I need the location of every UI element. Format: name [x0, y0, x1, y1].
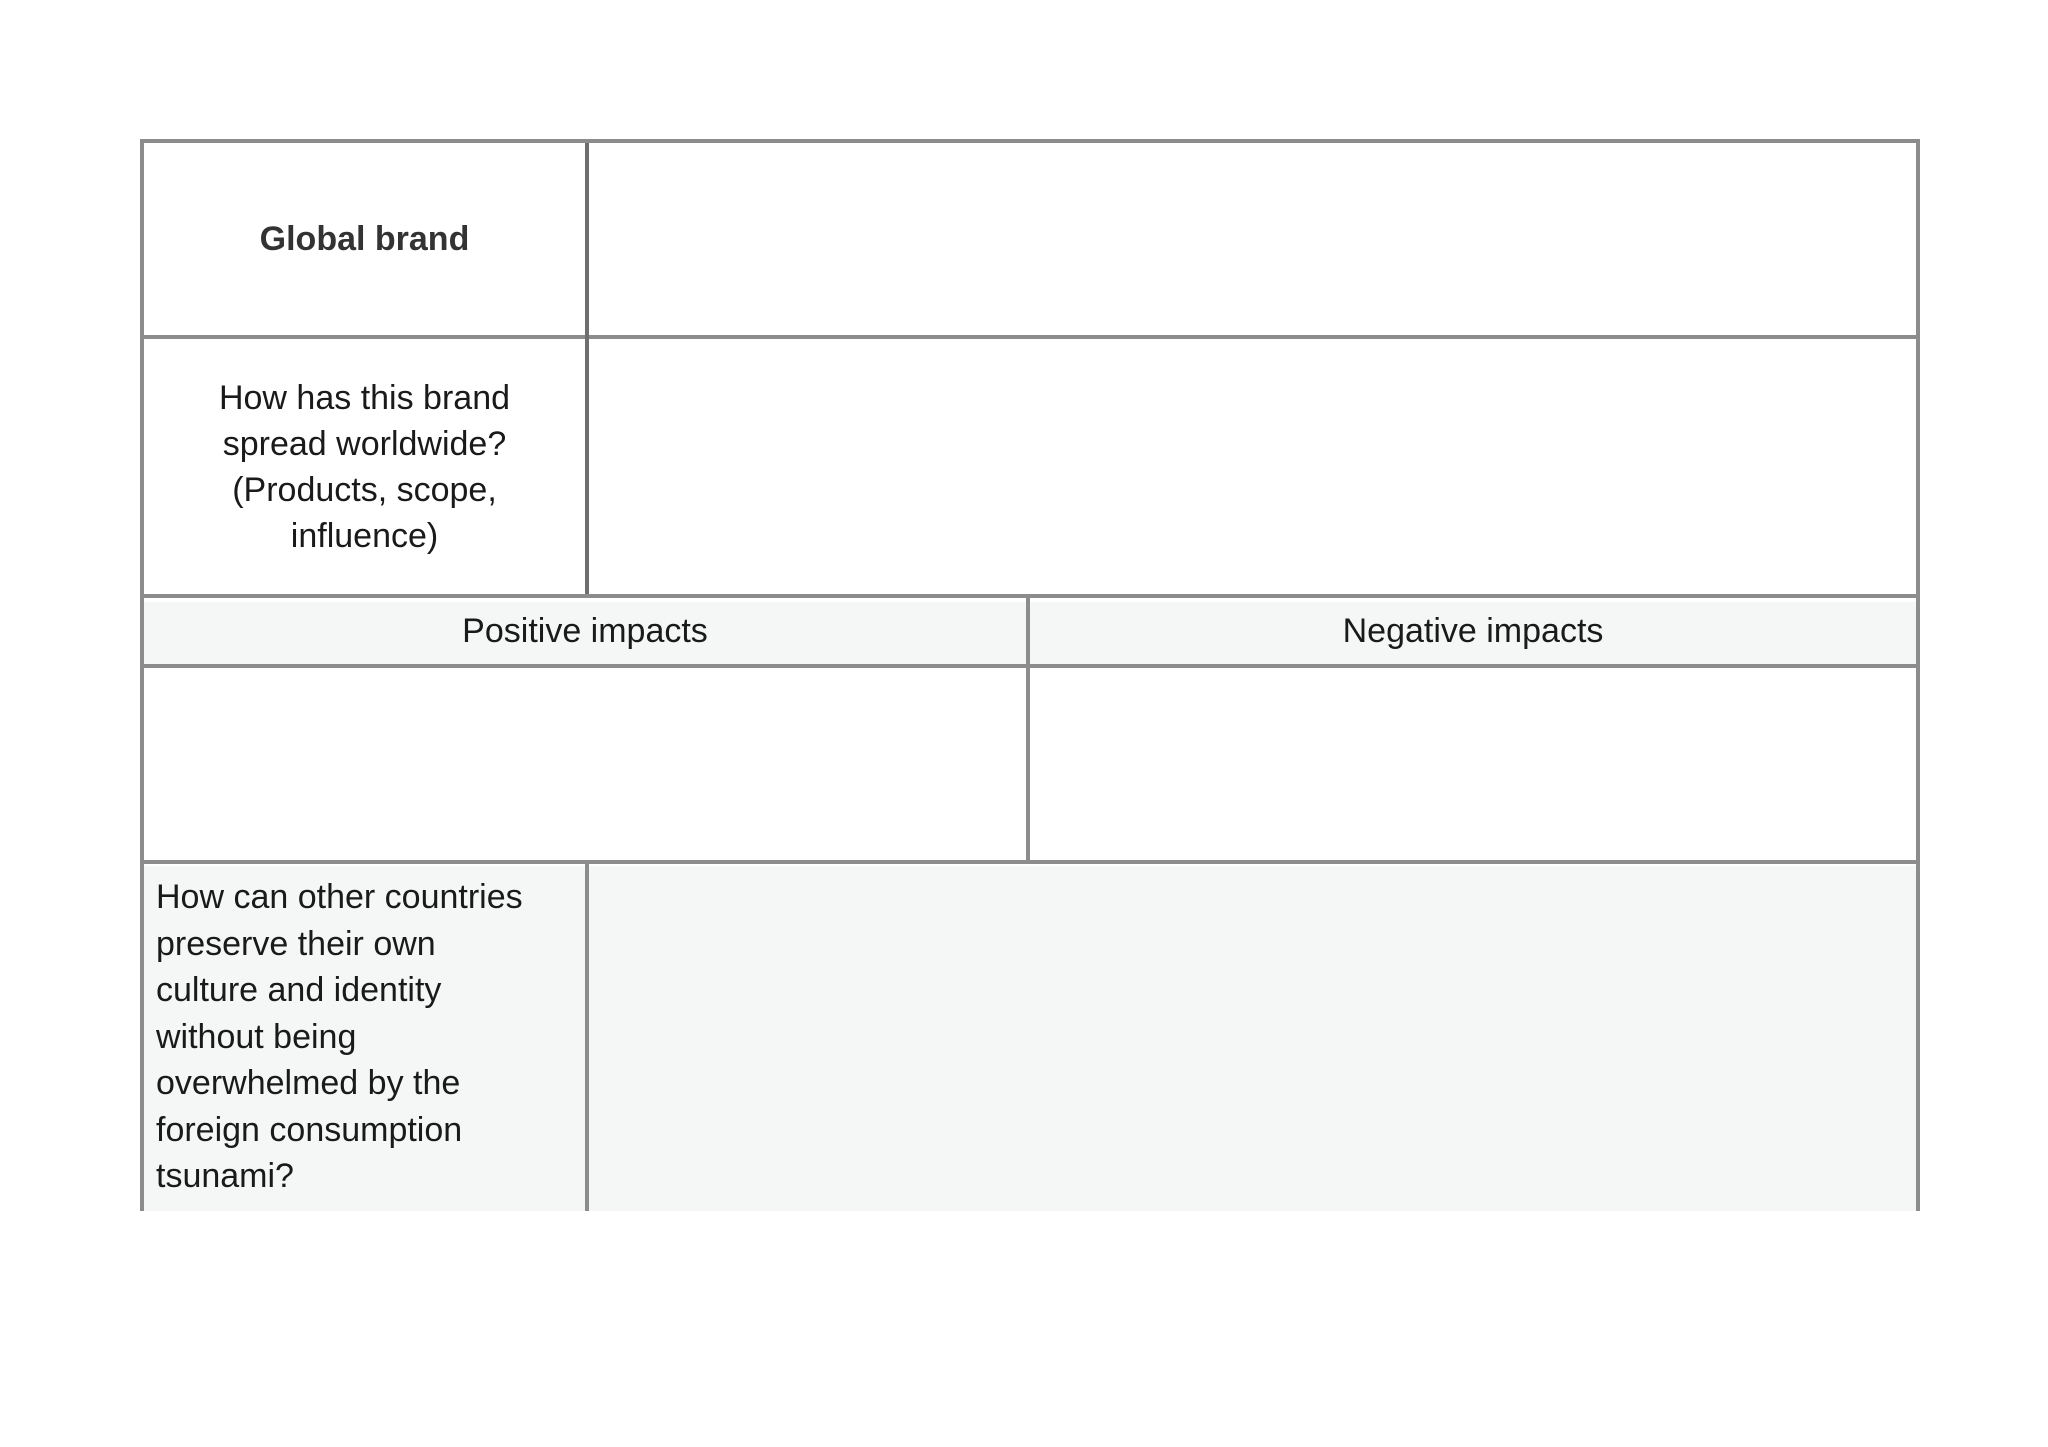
row-divider: [144, 860, 1916, 864]
positive-impacts-label: Positive impacts: [462, 612, 708, 650]
global-brand-label-cell: [144, 143, 585, 335]
preserve-question-line: preserve their own: [156, 924, 436, 963]
row-divider: [144, 335, 1916, 339]
spread-question-line: How has this brand: [218, 378, 511, 417]
preserve-question-line: foreign consumption: [156, 1110, 463, 1149]
column-divider: [1026, 594, 1030, 864]
preserve-question-line: tsunami?: [156, 1157, 294, 1195]
global-brand-label: Global brand: [259, 220, 470, 258]
negative-impacts-answer-cell[interactable]: [1030, 668, 1916, 860]
positive-impacts-answer-cell[interactable]: [144, 668, 1026, 860]
spread-answer-cell[interactable]: [589, 339, 1916, 594]
global-brand-answer-cell[interactable]: [589, 143, 1916, 335]
preserve-question-line: overwhelmed by the: [156, 1064, 461, 1102]
column-divider: [585, 143, 589, 594]
spread-question-line: spread worldwide?: [222, 424, 507, 463]
preserve-answer-cell[interactable]: [589, 864, 1916, 1211]
preserve-question-line: without being: [156, 1017, 357, 1056]
preserve-question-line: How can other countries: [156, 878, 523, 916]
spread-question-cell: [144, 339, 585, 594]
preserve-question-cell: [144, 864, 585, 1211]
spread-question-line: (Products, scope,: [232, 470, 497, 509]
negative-impacts-header: [1030, 598, 1916, 664]
row-divider: [144, 594, 1916, 598]
row-divider: [144, 664, 1916, 668]
worksheet-table: [140, 139, 1920, 1211]
spread-question-line: influence): [290, 516, 439, 555]
positive-impacts-header: [144, 598, 1026, 664]
negative-impacts-label: Negative impacts: [1342, 612, 1604, 650]
preserve-question-line: culture and identity: [156, 971, 442, 1009]
column-divider: [585, 860, 589, 1211]
